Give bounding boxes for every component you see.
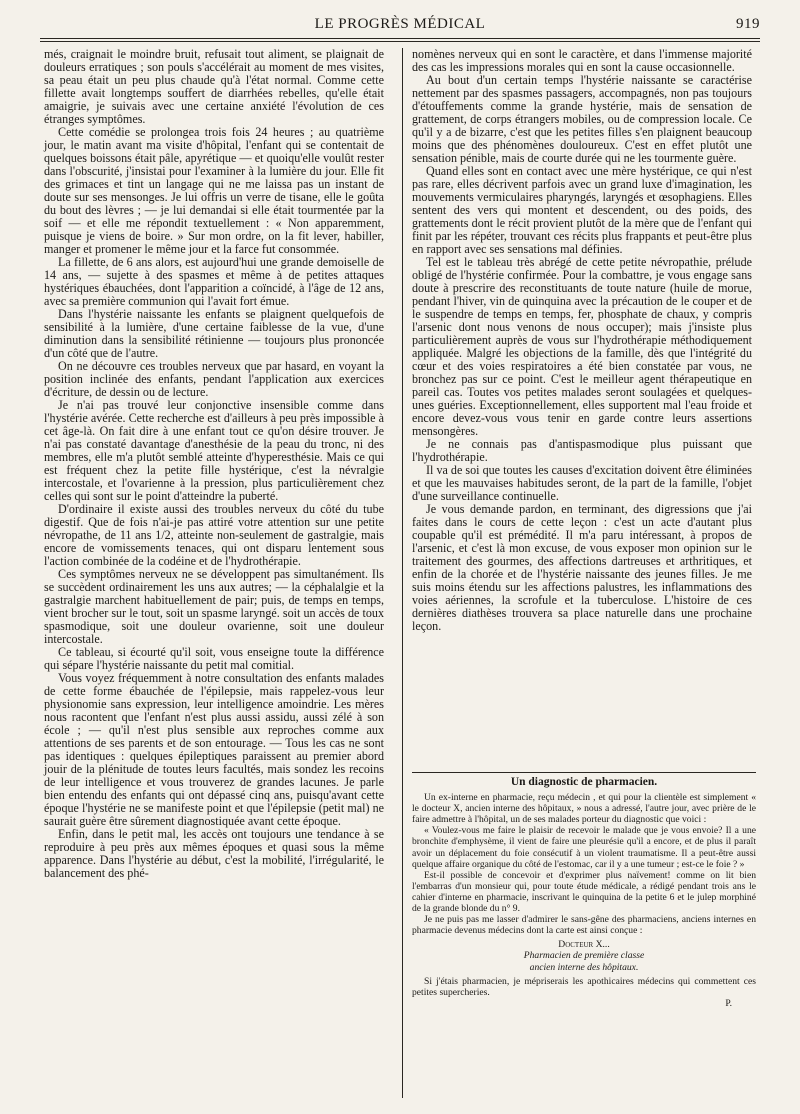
paragraph: Quand elles sont en contact avec une mère hystérique, ce qui n'est pas rare, elles décrivent parfois avec un grand luxe d'imagination, les mouvements vermiculaires pharyngés, laryngés et œsophagiens. Elles sentent des vers qui montent et descendent, ou des poids, des grattements dont le récit provient plutôt de la mère que de l'enfant qui finit par les répéter, trouvant ces récits plus frappants et peut-être plus en rapport avec ses sensations mal définies. bbox=[412, 164, 752, 256]
paragraph: nomènes nerveux qui en sont le caractère, et dans l'immense majorité des cas les impressions morales qui en sont la cause occasionnelle. bbox=[412, 47, 752, 74]
paragraph: D'ordinaire il existe aussi des troubles nerveux du côté du tube digestif. Que de fois n'ai-je pas attiré votre attention sur une petite névropathe, de 11 ans 1/2, atteinte non-seulement de gastralgie, mais encore de vomissements tenaces, qui ont disparu lentement sous l'action combinée de la codéine et de l'hydrothérapie. bbox=[44, 502, 384, 568]
news-item-box bbox=[412, 772, 756, 1009]
news-paragraph: « Voulez-vous me faire le plaisir de recevoir le malade que je vous envoie? Il a une bronchite d'emphysème, il vient de faire une pleurésie qu'il a encore, et de plus il paraît avoir un déplacement du foie consécutif à un violent traumatisme. Il a peut-être aussi quelque affaire organique du côté de l'estomac, car il y a une tumeur ; est-ce le foie ? » bbox=[412, 825, 756, 870]
right-column bbox=[412, 48, 752, 633]
paragraph: Vous voyez fréquemment à notre consultation des enfants malades de cette forme ébauchée de l'épilepsie, mais rappelez-vous leur physionomie sans expression, leur intelligence amoindrie. Les mères nous racontent que l'enfant n'est plus aussi assidu, aussi zélé à son école ; — qu'il n'est plus sensible aux reproches comme aux attentions de ses parents et de son entourage. — Tous les cas ne sont pas identiques : quelques épileptiques paraissent au premier abord jouir de la plénitude de toutes leurs facultés, mais sondez les recoins de leur intelligence et vous trouverez de grandes lacunes. Je parle bien entendu des enfants qui ont dépassé cinq ans, puisqu'avant cette époque l'hystérie ne se manifeste point et que l'épilepsie (petit mal) ne saurait guère être sûrement diagnostiquée avant cette époque. bbox=[44, 671, 384, 828]
journal-title: LE PROGRÈS MÉDICAL bbox=[314, 16, 486, 32]
signature-line: Pharmacien de première classe bbox=[523, 950, 645, 962]
paragraph: Dans l'hystérie naissante les enfants se plaignent quelquefois de sensibilité à la lumière, d'une certaine faiblesse de la vue, d'une diminution dans la sensibilité rétinienne — toujours plus prononcée d'un côté que de l'autre. bbox=[44, 307, 384, 360]
paragraph: Ces symptômes nerveux ne se développent pas simultanément. Ils se succèdent ordinairement les uns aux autres; — la céphalalgie et la gastralgie marchent habituellement de pair; puis, de temps en temps, vient brocher sur le tout, soit un spasme laryngé. soit un accès de toux spasmodique, soit une douleur ovarienne, soit une douleur intercostale. bbox=[44, 567, 384, 646]
news-paragraph: Je ne puis pas me lasser d'admirer le sans-gêne des pharmaciens, anciens internes en pharmacie devenus médecins dont la carte est ainsi conçue : bbox=[412, 914, 756, 937]
paragraph: Je vous demande pardon, en terminant, des digressions que j'ai faites dans le cours de cette leçon : c'est un acte d'autant plus coupable qu'il est prémédité. Il m'a paru intéressant, à propos de l'arsenic, et c'est là mon excuse, de vous exposer mon opinion sur le traitement des gourmes, des affections dartreuses et arthritiques, et enfin de la chorée et de l'hystérie naissante des jeunes filles. Je me suis moins étendu sur les affections palustres, les inflammations des voies aériennes, la scrofule et la tuberculose. L'histoire de ces dernières diathèses trouvera sa place naturelle dans une prochaine leçon. bbox=[412, 502, 752, 633]
news-closing: Si j'étais pharmacien, je mépriserais les apothicaires médecins qui commettent ces petites supercheries. bbox=[412, 975, 756, 998]
running-header bbox=[40, 14, 760, 38]
news-paragraph: Est-il possible de concevoir et d'exprimer plus naïvement! comme on lit bien l'embarras d'un monsieur qui, pour toute étude médicale, a rédigé pendant trois ans le cahier d'interne en pharmacie, inscrivant le quinquina de la petite 6 et le julep morphiné de la grande blonde du n° 9. bbox=[412, 869, 756, 915]
paragraph: Au bout d'un certain temps l'hystérie naissante se caractérise nettement par des spasmes passagers, accompagnés, non pas toujours d'étouffements comme la grande hystérie, mais de sensation de grattement, de corps étrangers mobiles, ou de compression locale. Ce qu'il y a de bizarre, c'est que les petites filles s'en plaignent beaucoup moins que des phénomènes douloureux. C'est en effet plutôt une sensation pénible, mais de courte durée qui ne les tourmente guère. bbox=[412, 73, 752, 165]
news-paragraph: Un ex-interne en pharmacie, reçu médecin , et qui pour la clientèle est simplement « le docteur X, ancien interne des hôpitaux, » nous a adressé, l'autre jour, avec prière de le faire admettre à l'hôpital, un de ses malades porteur du diagnostic que voici : bbox=[412, 792, 756, 826]
paragraph: Cette comédie se prolongea trois fois 24 heures ; au quatrième jour, le matin avant ma visite d'hôpital, l'enfant qui se contentait de quelques boissons était pâle, apyrétique — et quoiqu'elle voulût rester dans l'obscurité, j'insistai pour l'examiner à la lumière du jour. Elle fit des grimaces et tint un langage qui ne me laissa pas un instant de doute sur ses mensonges. Je lui offris un verre de tisane, elle le goûta du bout des lèvres ; — je lui demandai si elle était tourmentée par la soif — et elle me répondit textuellement : « Non apparemment, puisque je viens de boire. » Sur mon ordre, on la fit lever, habiller, manger et promener le même jour et la farce fut consommée. bbox=[44, 125, 384, 256]
paragraph: On ne découvre ces troubles nerveux que par hasard, en voyant la position inclinée des enfants, pendant l'application aux exercices d'écriture, de dessin ou de lecture. bbox=[44, 359, 384, 399]
page-number: 919 bbox=[736, 16, 760, 32]
header-rule-bottom bbox=[40, 41, 760, 42]
paragraph: Je n'ai pas trouvé leur conjonctive insensible comme dans l'hystérie avérée. Cette recherche est d'ailleurs à peu près impossible à cet âge-là. On fait dire à une enfant tout ce qu'on désire trouver. Je n'ai pas constaté davantage d'anesthésie de la peau du tronc, ni des membres, elle m'a plutôt semblé atteinte d'hyperesthésie. Mais ce qui est fréquent chez la petite fille hystérique, c'est la névralgie intercostale, et l'ovarienne à la pression, plus particulièrement chez celles qui sont sur le point d'atteindre la puberté. bbox=[44, 398, 384, 503]
paragraph: Tel est le tableau très abrégé de cette petite névropathie, prélude obligé de l'hystérie confirmée. Pour la combattre, je vous engage sans doute à prescrire des reconstituants de toute nature (huile de morue, pendant l'hiver, vin de quinquina avec la précaution de le couper et de le suspendre de temps en temps, fer, phosphate de chaux, y compris l'arsenic dont nous venons de nous occuper); mais j'insiste plus particulièrement auprès de vous sur l'hydrothérapie méthodiquement appliquée. Malgré les objections de la famille, dès que l'intégrité du cœur et des voies respiratoires a été bien constatée par vous, ne bronchez pas sur ce point. C'est le meilleur agent thérapeutique en pareil cas. Toutes vos petites malades seront soulagées et quelques-unes guéries. Exceptionnellement, elles supportent mal l'eau froide et encore devez-vous vous tenir en garde contre leurs assertions mensongères. bbox=[412, 255, 752, 438]
paragraph: Ce tableau, si écourté qu'il soit, vous enseigne toute la différence qui sépare l'hystérie naissante du petit mal comitial. bbox=[44, 645, 384, 672]
signature-name: Docteur X... bbox=[558, 939, 610, 951]
header-rule-top bbox=[40, 38, 760, 39]
signature-line: ancien interne des hôpitaux. bbox=[529, 961, 639, 973]
paragraph: La fillette, de 6 ans alors, est aujourd'hui une grande demoiselle de 14 ans, — sujette à des spasmes et même à de petites attaques hystériques ébauchées, dont l'apparition a coïncidé, à l'âge de 12 ans, avec sa première communion qui l'avait fort émue. bbox=[44, 255, 384, 308]
paragraph: Il va de soi que toutes les causes d'excitation doivent être éliminées et que les mauvaises habitudes seront, de la part de la famille, l'objet d'une surveillance continuelle. bbox=[412, 463, 752, 503]
news-item-title: Un diagnostic de pharmacien. bbox=[510, 776, 658, 788]
paragraph: Enfin, dans le petit mal, les accès ont toujours une tendance à se reproduire à peu près aux mêmes époques et quasi sous la même apparence. Dans l'hystérie au début, c'est la mobilité, l'irrégularité, le balancement des phé- bbox=[44, 827, 384, 880]
left-column bbox=[44, 48, 384, 1098]
author-initial: P. bbox=[725, 997, 732, 1009]
column-divider bbox=[402, 48, 403, 1098]
paragraph: més, craignait le moindre bruit, refusait tout aliment, se plaignait de douleurs erratiques ; son pouls s'accélérait au moment de mes visites, sa peau était un peu plus chaude qu'à l'état normal. Comme cette fillette avait longtemps souffert de diarrhées rebelles, qu'elle était amaigrie, je suivais avec une certaine anxiété l'évolution de ces étranges symptômes. bbox=[44, 47, 384, 126]
paragraph: Je ne connais pas d'antispasmodique plus puissant que l'hydrothérapie. bbox=[412, 437, 752, 464]
